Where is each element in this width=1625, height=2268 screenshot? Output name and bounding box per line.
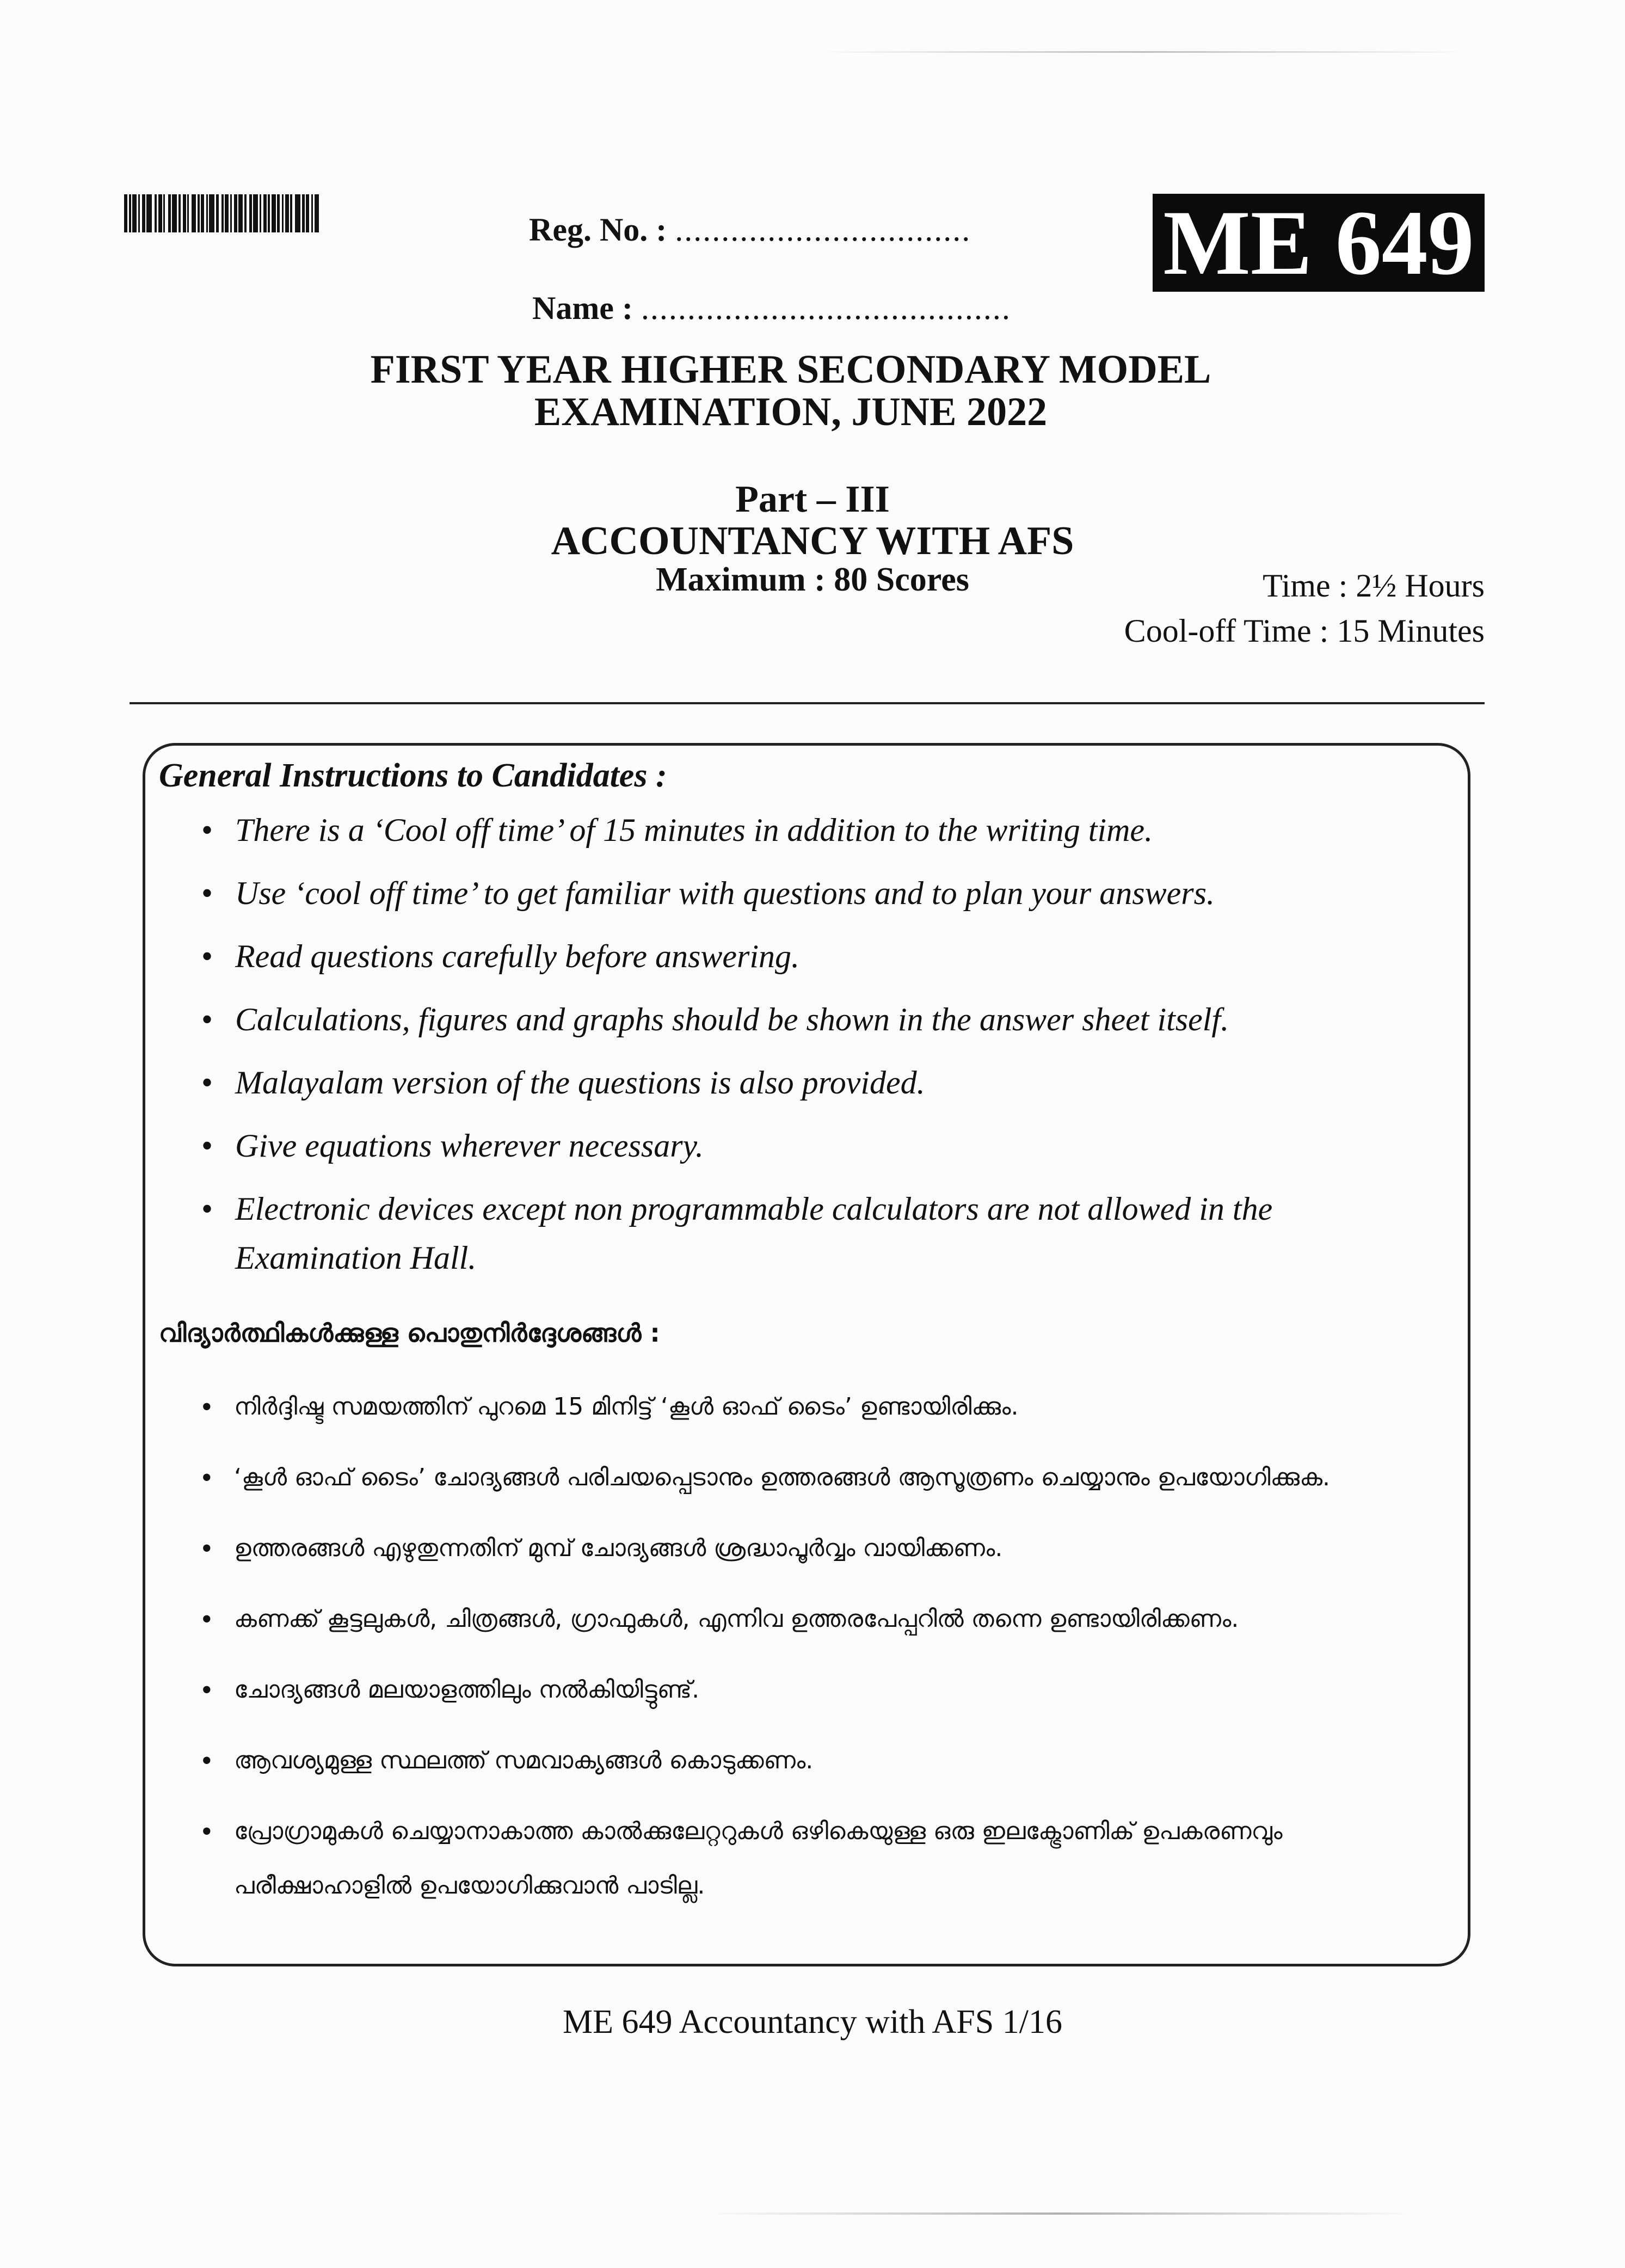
instruction-item-en: • Give equations wherever necessary. [201, 1121, 1420, 1170]
exam-title-line-2: EXAMINATION, JUNE 2022 [534, 390, 1048, 434]
page-footer: ME 649 Accountancy with AFS 1/16 [563, 2003, 1062, 2040]
header-divider [130, 702, 1485, 704]
reg-no-field [529, 211, 971, 249]
exam-title-line-1: FIRST YEAR HIGHER SECONDARY MODEL [370, 347, 1211, 392]
instruction-item-en: • Read questions carefully before answering. [201, 932, 1420, 981]
instruction-item-ml: • പ്രോഗ്രാമുകൾ ചെയ്യാനാകാത്ത കാൽക്കുലേറ്ററുകൾ ഒഴികെയുള്ള ഒരു ഇലക്ട്രോണിക് ഉപകരണവും പരീക്ഷാഹാളിൽ ഉപയോഗിക്കുവാൻ പാടില്ല. [201, 1804, 1453, 1913]
exam-duration: Time : 2½ Hours [1263, 568, 1485, 604]
instruction-item-ml: • ‘കൂൾ ഓഫ് ടൈം’ ചോദ്യങ്ങൾ പരിചയപ്പെടാനും ഉത്തരങ്ങൾ ആസൂത്രണം ചെയ്യാനും ഉപയോഗിക്കുക. [201, 1450, 1453, 1505]
page-edge-shadow-bottom [707, 2212, 1415, 2215]
instruction-item-en: • Malayalam version of the questions is also provided. [201, 1058, 1420, 1107]
instruction-item-en: • Use ‘cool off time’ to get familiar with questions and to plan your answers. [201, 869, 1420, 918]
exam-part: Part – III [735, 478, 890, 520]
exam-subject: ACCOUNTANCY WITH AFS [551, 519, 1074, 563]
instructions-list-ml [201, 1380, 1453, 1929]
instructions-heading-en: General Instructions to Candidates : [159, 757, 667, 794]
instructions-heading-ml: വിദ്യാർത്ഥികൾക്കുള്ള പൊതുനിർദ്ദേശങ്ങൾ : [159, 1318, 660, 1348]
reg-no-label: Reg. No. : [529, 212, 667, 248]
paper-code-badge: ME 649 [1153, 194, 1485, 292]
name-label: Name : [532, 290, 633, 326]
exam-title [0, 348, 1625, 433]
instruction-item-ml: • ചോദ്യങ്ങൾ മലയാളത്തിലും നൽകിയിട്ടുണ്ട്. [201, 1663, 1453, 1717]
instruction-item-ml: • കണക്ക് കൂട്ടലുകൾ, ചിത്രങ്ങൾ, ഗ്രാഫുകൾ, എന്നിവ ഉത്തരപേപ്പറിൽ തന്നെ ഉണ്ടായിരിക്കണം. [201, 1592, 1453, 1646]
instruction-item-ml: • നിർദ്ദിഷ്ട സമയത്തിന് പുറമെ 15 മിനിട്ട് ‘കൂൾ ഓഫ് ടൈം’ ഉണ്ടായിരിക്കും. [201, 1380, 1453, 1434]
exam-max-score: Maximum : 80 Scores [656, 561, 969, 598]
page-edge-shadow-top [816, 51, 1469, 53]
cool-off-time: Cool-off Time : 15 Minutes [1124, 613, 1485, 649]
barcode [124, 194, 348, 232]
instruction-item-en: • Electronic devices except non programmable calculators are not allowed in the Examination Hall. [201, 1184, 1420, 1282]
name-field [532, 290, 1011, 327]
instruction-item-ml: • ആവശ്യമുള്ള സ്ഥലത്ത് സമവാക്യങ്ങൾ കൊടുക്കണം. [201, 1734, 1453, 1788]
name-blank: ........................................ [641, 290, 1011, 326]
instruction-item-ml: • ഉത്തരങ്ങൾ എഴുതുന്നതിന് മുമ്പ് ചോദ്യങ്ങൾ ശ്രദ്ധാപൂർവ്വം വായിക്കണം. [201, 1521, 1453, 1576]
instruction-item-en: • Calculations, figures and graphs should be shown in the answer sheet itself. [201, 995, 1420, 1044]
instructions-list-en [201, 806, 1420, 1296]
reg-no-blank: ................................ [675, 212, 971, 248]
instruction-item-en: • There is a ‘Cool off time’ of 15 minutes in addition to the writing time. [201, 806, 1420, 855]
